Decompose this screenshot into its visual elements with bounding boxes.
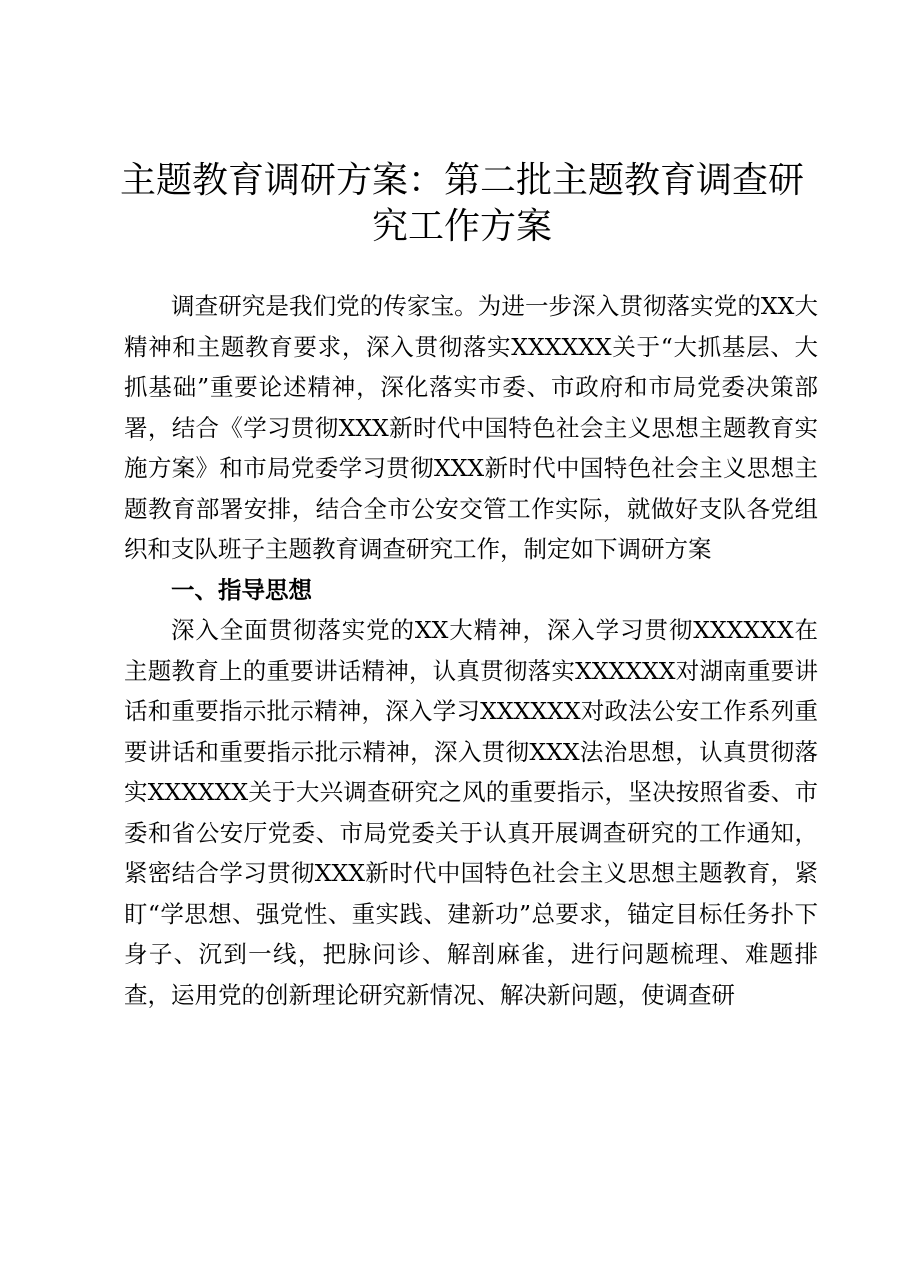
section-heading: 一、指导思想 (171, 575, 312, 604)
intro-paragraph: 调查研究是我们党的传家宝。为进一步深入贯彻落实党的XX大精神和主题教育要求，深入贯彻落实XXXXXX关于“大抓基层、大抓基础”重要论述精神，深化落实市委、市政府和市局党委决策部署，结合《学习贯彻XXX新时代中国特色社会主义思想主题教育实施方案》和市局党委学习贯彻XXX新时代中国特色社会主义思想主题教育部署安排，结合全市公安交管工作实际，就做好支队各党组织和支队班子主题教育调查研究工作，制定如下调研方案 (124, 292, 818, 563)
guiding-thought-paragraph: 深入全面贯彻落实党的XX大精神，深入学习贯彻XXXXXX在主题教育上的重要讲话精神，认真贯彻落实XXXXXX对湖南重要讲话和重要指示批示精神，深入学习XXXXXX对政法公安工作系列重要讲话和重要指示批示精神，深入贯彻XXX法治思想，认真贯彻落实XXXXXX关于大兴调查研究之风的重要指示，坚决按照省委、市委和省公安厅党委、市局党委关于认真开展调查研究的工作通知，紧密结合学习贯彻XXX新时代中国特色社会主义思想主题教育，紧盯“学思想、强党性、重实践、建新功”总要求，锚定目标任务扑下身子、沉到一线，把脉问诊、解剖麻雀，进行问题梳理、难题排查，运用党的创新理论研究新情况、解决新问题，使调查研 (124, 616, 818, 1009)
document-title: 主题教育调研方案：第二批主题教育调查研究工作方案 (119, 160, 804, 247)
document-body (124, 286, 818, 1015)
